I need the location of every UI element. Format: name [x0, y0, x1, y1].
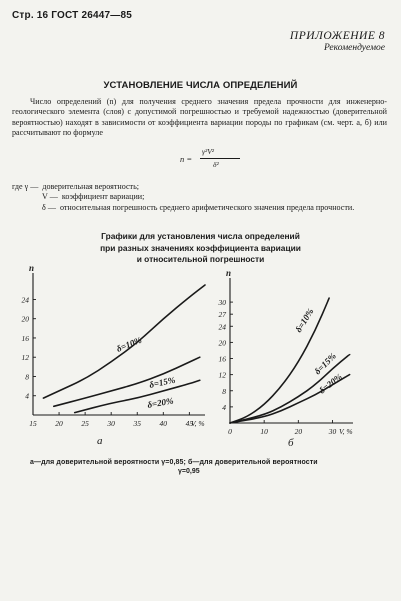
x-tick-label: 25: [81, 419, 89, 428]
x-tick-label: 0: [228, 427, 232, 436]
charts-title-line: при разных значениях коэффициента вариации: [100, 242, 301, 253]
y-tick-label: 20: [218, 338, 226, 348]
y-tick-label: 12: [218, 370, 226, 380]
definition-key: δ —: [42, 202, 56, 212]
x-tick-label: 15: [29, 419, 37, 428]
panel-label: а: [97, 435, 103, 447]
y-tick-label: 20: [21, 314, 29, 324]
x-axis-label: V, %: [191, 419, 205, 428]
y-axis-label: n: [226, 268, 232, 278]
caption-b: б—для доверительной вероятности: [187, 459, 318, 466]
definition-text: коэффициент вариации;: [61, 192, 145, 202]
charts-title-line: и относительной погрешности: [136, 254, 265, 264]
x-axis-label: V, %: [339, 427, 353, 436]
y-tick-label: 8: [222, 386, 226, 396]
series-label: δ=10%: [293, 306, 316, 335]
caption-gamma2: γ=0,95: [178, 468, 200, 475]
series-line: [54, 357, 200, 406]
y-tick-label: 4: [222, 402, 226, 412]
x-tick-label: 20: [55, 419, 63, 428]
caption-text: [30, 459, 318, 466]
section-title: УСТАНОВЛЕНИЕ ЧИСЛА ОПРЕДЕЛЕНИЙ: [103, 80, 298, 91]
series-label: δ=20%: [146, 395, 175, 410]
x-tick-label: 40: [159, 419, 168, 428]
x-tick-label: 45: [185, 419, 194, 428]
series-label: δ=10%: [115, 334, 144, 354]
formula-lhs: n =: [180, 154, 193, 164]
y-tick-label: 16: [21, 333, 29, 343]
y-tick-label: 12: [21, 353, 29, 363]
x-tick-label: 30: [107, 419, 115, 428]
y-tick-label: 30: [218, 298, 226, 308]
x-tick-label: 20: [294, 427, 303, 436]
series-label: δ=15%: [312, 350, 338, 377]
y-tick-label: 24: [21, 295, 29, 305]
y-axis-label: n: [29, 263, 35, 273]
x-tick-label: 10: [260, 427, 268, 436]
formula-denominator: δ²: [213, 160, 219, 169]
appendix-title: ПРИЛОЖЕНИЕ 8: [289, 30, 385, 42]
y-tick-label: 16: [218, 354, 226, 364]
series-label: δ=15%: [148, 374, 177, 390]
appendix-subtitle: Рекомендуемое: [323, 43, 385, 53]
x-tick-label: 30: [328, 427, 337, 436]
page-header: Стр. 16 ГОСТ 26447—85: [12, 10, 132, 21]
charts-title-line: Графики для установления числа определений: [101, 231, 300, 241]
definition-text: относительная погрешность среднего арифметического значения предела прочности.: [59, 202, 355, 212]
y-tick-label: 8: [25, 372, 29, 382]
x-tick-label: 35: [133, 419, 141, 428]
y-tick-label: 24: [218, 322, 226, 332]
body-paragraph: Число определений (n) для получения среднего значения предела прочности для инженерно-геологического элемента (слоя) с допустимой погрешностью и требуемой надежностью (доверительной вероятностью) находят в зависимости от коэффициента вариации породы по графикам (см. черт. а, б) или рассчитывают по формуле: [12, 97, 387, 137]
y-tick-label: 27: [218, 310, 226, 320]
formula-numerator: γ²V²: [202, 147, 215, 156]
series-label: δ=20%: [317, 371, 344, 396]
series-line: [230, 298, 329, 423]
y-tick-label: 4: [25, 391, 29, 401]
definition-key: V —: [42, 192, 58, 202]
definition-key: где γ —: [12, 182, 39, 191]
definition-text: доверительная вероятность;: [42, 182, 140, 191]
panel-label: б: [288, 437, 294, 449]
caption-a: а—для доверительной вероятности γ=0,85;: [30, 459, 186, 466]
